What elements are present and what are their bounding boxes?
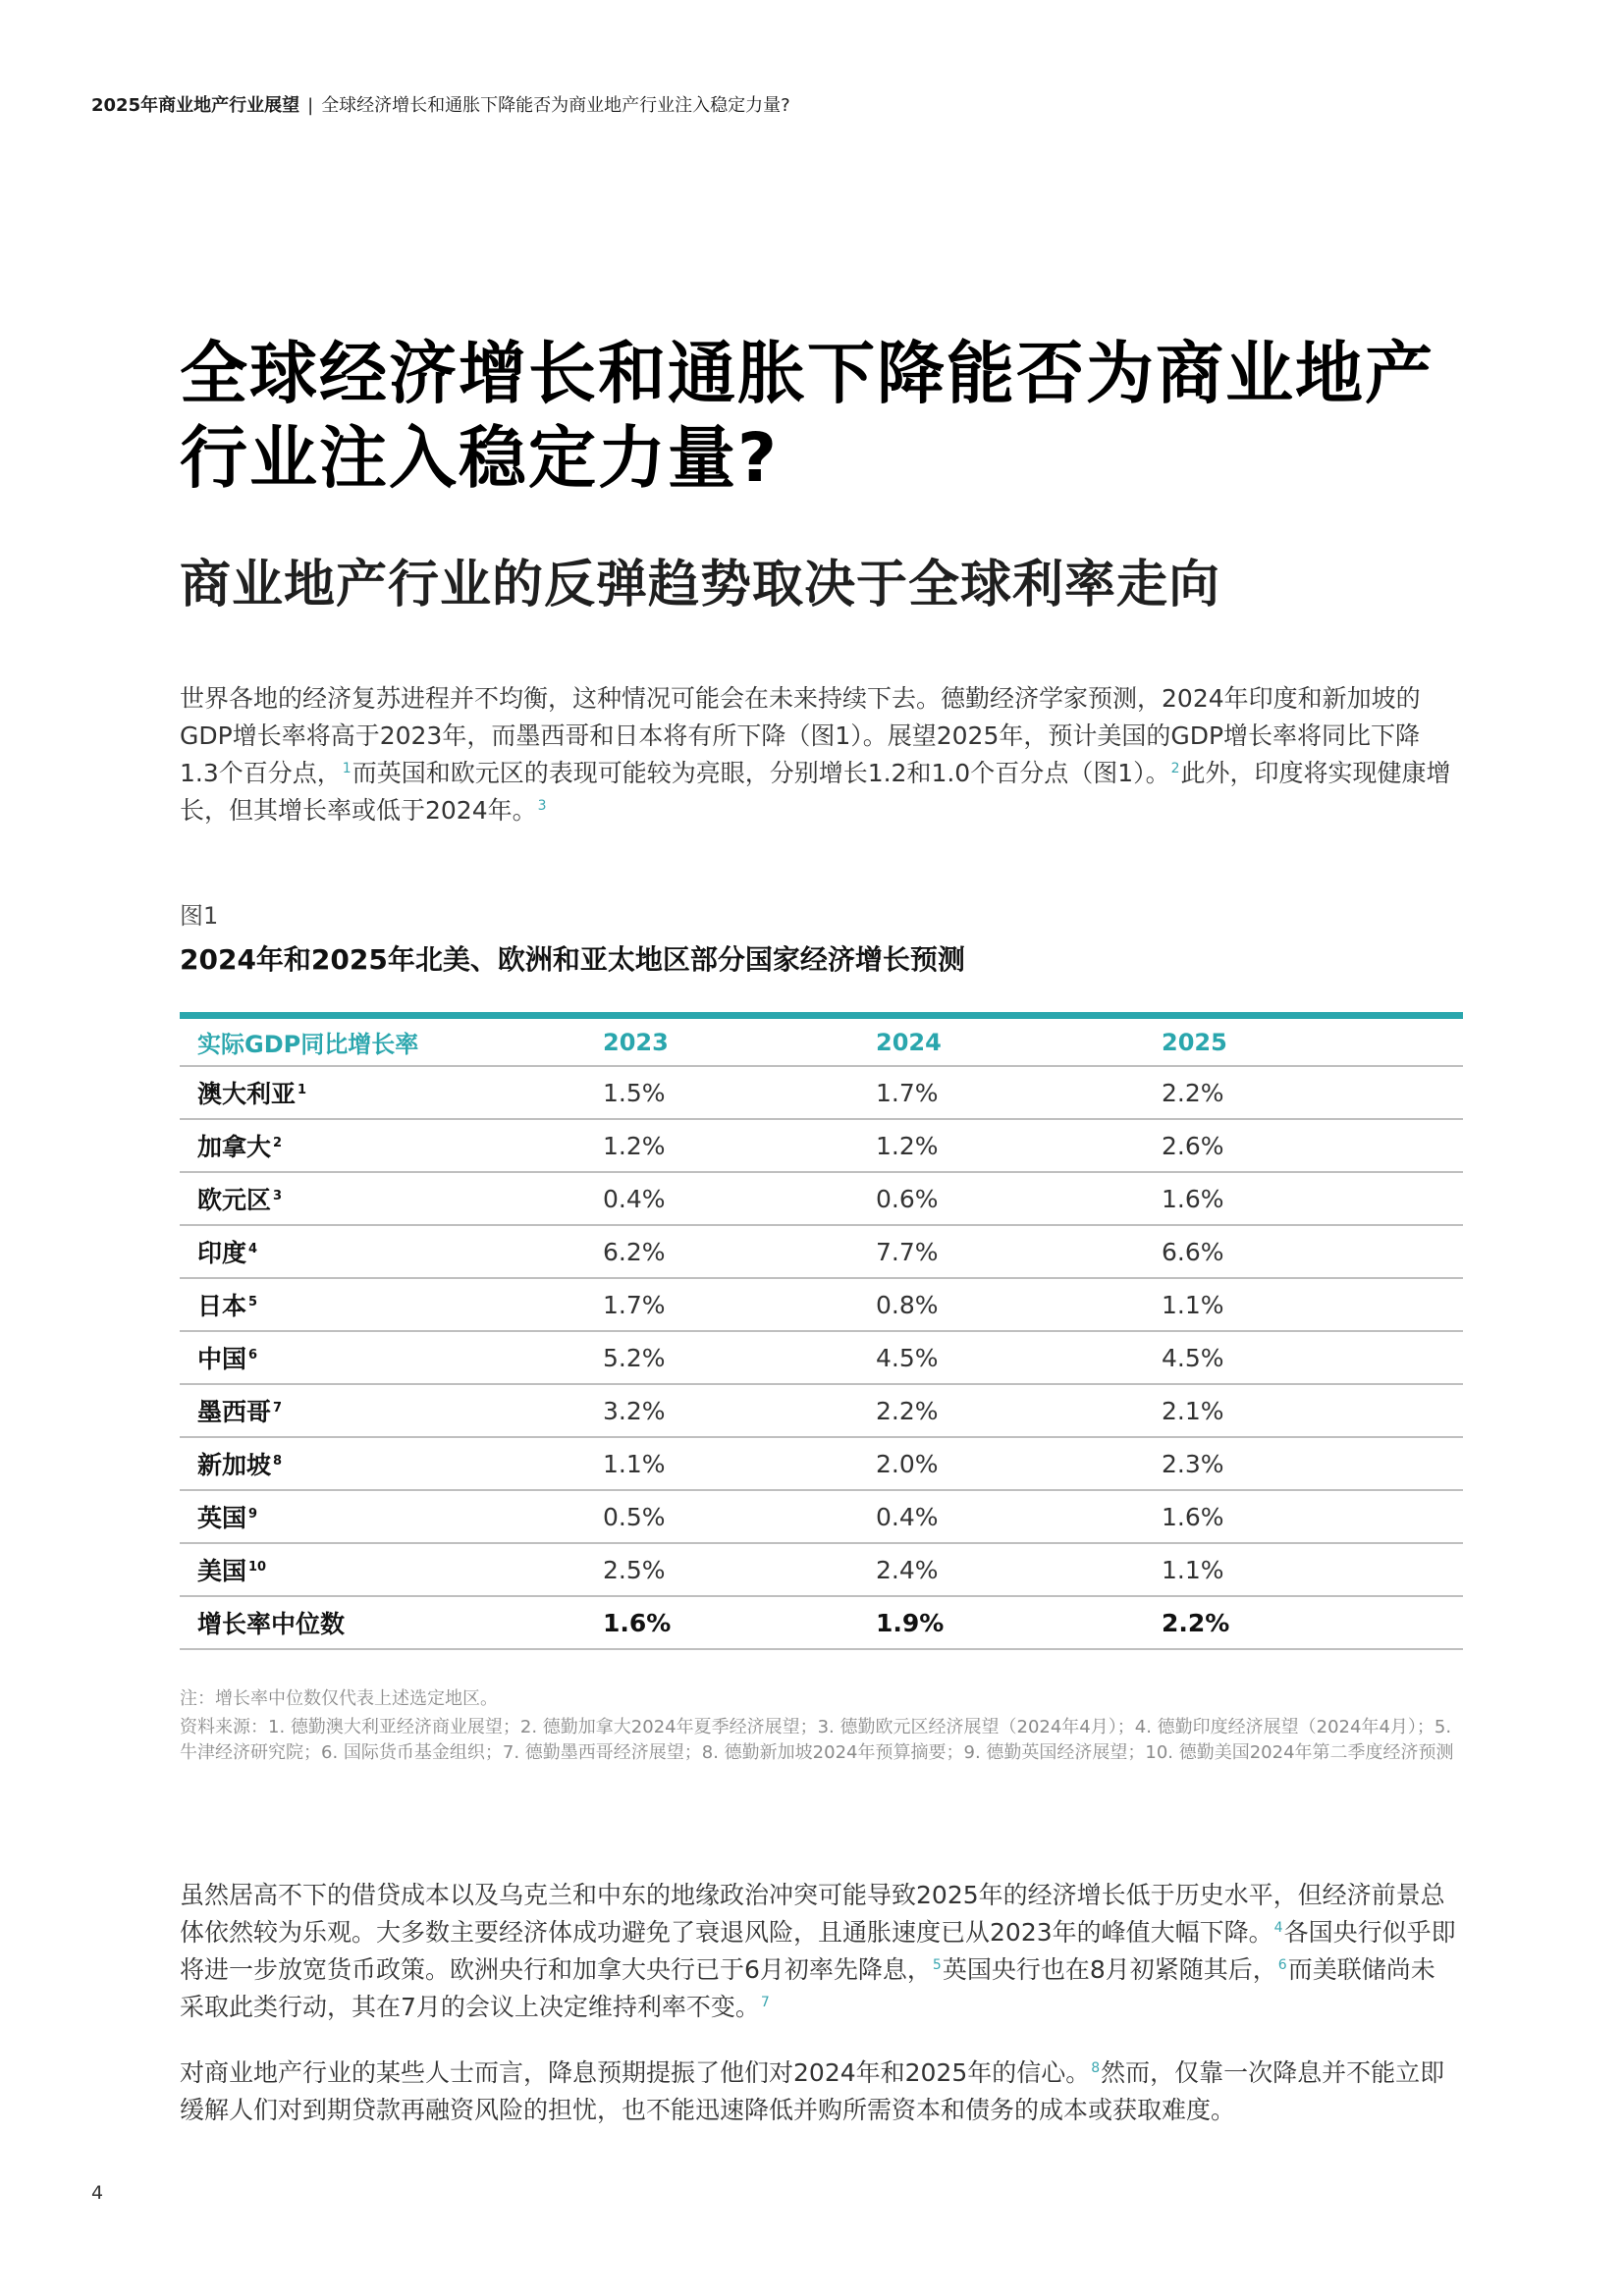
column-header: 2024 — [876, 1016, 1162, 1067]
table-body — [180, 1066, 1463, 1649]
median-value-cell: 2.2% — [1162, 1596, 1463, 1649]
footnote-ref-1[interactable]: 1 — [342, 760, 352, 776]
growth-value-cell: 2.1% — [1162, 1384, 1463, 1437]
page-subtitle: 商业地产行业的反弹趋势取决于全球利率走向 — [180, 556, 1221, 614]
country-name: 日本 — [197, 1292, 247, 1320]
column-header: 实际GDP同比增长率 — [180, 1016, 603, 1067]
growth-value-cell: 0.5% — [603, 1490, 876, 1543]
growth-value-cell: 3.2% — [603, 1384, 876, 1437]
growth-value-cell: 4.5% — [1162, 1331, 1463, 1384]
country-footnote-ref[interactable]: 4 — [248, 1241, 258, 1256]
country-footnote-ref[interactable]: 5 — [248, 1294, 258, 1309]
country-cell — [180, 1119, 603, 1172]
growth-value-cell: 0.8% — [876, 1278, 1162, 1331]
growth-value-cell: 1.5% — [603, 1066, 876, 1119]
page-number: 4 — [91, 2182, 104, 2204]
table-row — [180, 1331, 1463, 1384]
country-name: 新加坡 — [197, 1451, 272, 1479]
country-name: 欧元区 — [197, 1186, 272, 1214]
growth-value-cell: 1.6% — [1162, 1172, 1463, 1225]
growth-value-cell: 1.1% — [1162, 1543, 1463, 1596]
table-row — [180, 1119, 1463, 1172]
growth-value-cell: 2.2% — [1162, 1066, 1463, 1119]
intro-paragraph — [180, 680, 1456, 829]
country-footnote-ref[interactable]: 9 — [248, 1506, 258, 1522]
growth-value-cell: 2.2% — [876, 1384, 1162, 1437]
country-name: 印度 — [197, 1239, 247, 1267]
footnote-ref-2[interactable]: 2 — [1170, 760, 1180, 776]
country-name: 墨西哥 — [197, 1398, 272, 1426]
figure-title: 2024年和2025年北美、欧洲和亚太地区部分国家经济增长预测 — [180, 943, 965, 976]
median-value-cell: 1.9% — [876, 1596, 1162, 1649]
growth-value-cell: 2.0% — [876, 1437, 1162, 1490]
page-title: 全球经济增长和通胀下降能否为商业地产行业注入稳定力量? — [180, 335, 1435, 498]
country-footnote-ref[interactable]: 10 — [248, 1559, 267, 1575]
growth-value-cell: 1.1% — [603, 1437, 876, 1490]
table-note: 注：增长率中位数仅代表上述选定地区。 — [180, 1688, 498, 1709]
country-cell — [180, 1172, 603, 1225]
country-cell — [180, 1490, 603, 1543]
header-separator: | — [307, 95, 314, 116]
growth-value-cell: 2.5% — [603, 1543, 876, 1596]
country-name: 澳大利亚 — [197, 1080, 297, 1108]
section-title: 全球经济增长和通胀下降能否为商业地产行业注入稳定力量? — [321, 95, 790, 116]
column-header: 2023 — [603, 1016, 876, 1067]
para2-text-1: 虽然居高不下的借贷成本以及乌克兰和中东的地缘政治冲突可能导致2025年的经济增长低于历史水平，但经济前景总体依然较为乐观。大多数主要经济体成功避免了衰退风险，且通胀速度已从2023年的峰值大幅下降。 — [180, 1881, 1445, 1947]
table-row — [180, 1543, 1463, 1596]
growth-value-cell: 1.6% — [1162, 1490, 1463, 1543]
table-row — [180, 1225, 1463, 1278]
country-cell — [180, 1384, 603, 1437]
para1-text-3: 此外，印度将实现健康增长，但其增长率或低于2024年。 — [180, 759, 1451, 825]
median-value-cell: 1.6% — [603, 1596, 876, 1649]
para3-text-2: 然而，仅靠一次降息并不能立即缓解人们对到期贷款再融资风险的担忧，也不能迅速降低并购所需资本和债务的成本或获取难度。 — [180, 2058, 1445, 2124]
growth-value-cell: 0.6% — [876, 1172, 1162, 1225]
para2-text-3: 英国央行也在8月初紧随其后， — [942, 1955, 1277, 1984]
body-paragraph-3 — [180, 2055, 1456, 2129]
country-cell — [180, 1437, 603, 1490]
table-row — [180, 1384, 1463, 1437]
country-cell — [180, 1278, 603, 1331]
para1-text-1: 世界各地的经济复苏进程并不均衡，这种情况可能会在未来持续下去。德勤经济学家预测，2024年印度和新加坡的GDP增长率将高于2023年，而墨西哥和日本将有所下降（图1）。展望2025年，预计美国的GDP增长率将同比下降1.3个百分点， — [180, 684, 1421, 787]
country-name: 美国 — [197, 1557, 247, 1585]
growth-value-cell: 7.7% — [876, 1225, 1162, 1278]
table-row — [180, 1278, 1463, 1331]
median-row — [180, 1596, 1463, 1649]
country-name: 英国 — [197, 1504, 247, 1532]
growth-value-cell: 6.2% — [603, 1225, 876, 1278]
country-footnote-ref[interactable]: 3 — [273, 1188, 283, 1203]
country-cell — [180, 1331, 603, 1384]
growth-value-cell: 1.7% — [876, 1066, 1162, 1119]
growth-value-cell: 4.5% — [876, 1331, 1162, 1384]
country-cell — [180, 1066, 603, 1119]
footnote-ref-3[interactable]: 3 — [537, 797, 547, 814]
country-cell — [180, 1225, 603, 1278]
footnote-ref-8[interactable]: 8 — [1091, 2059, 1101, 2076]
footnote-ref-6[interactable]: 6 — [1277, 1956, 1287, 1973]
country-footnote-ref[interactable]: 7 — [273, 1400, 283, 1415]
country-name: 加拿大 — [197, 1133, 272, 1161]
table-row — [180, 1490, 1463, 1543]
para1-text-2: 而英国和欧元区的表现可能较为亮眼，分别增长1.2和1.0个百分点（图1）。 — [352, 759, 1170, 787]
para2-text-4: 而美联储尚未采取此类行动，其在7月的会议上决定维持利率不变。 — [180, 1955, 1435, 2021]
body-paragraph-2 — [180, 1877, 1456, 2026]
footnote-ref-5[interactable]: 5 — [932, 1956, 942, 1973]
country-footnote-ref[interactable]: 8 — [273, 1453, 283, 1468]
country-footnote-ref[interactable]: 2 — [273, 1135, 283, 1150]
country-cell — [180, 1543, 603, 1596]
median-label: 增长率中位数 — [180, 1596, 603, 1649]
growth-value-cell: 2.6% — [1162, 1119, 1463, 1172]
gdp-growth-table — [180, 1012, 1463, 1650]
table-header-row — [180, 1016, 1463, 1067]
growth-value-cell: 1.7% — [603, 1278, 876, 1331]
growth-value-cell: 0.4% — [603, 1172, 876, 1225]
table-row — [180, 1066, 1463, 1119]
growth-value-cell: 1.2% — [603, 1119, 876, 1172]
growth-value-cell: 1.1% — [1162, 1278, 1463, 1331]
para2-text-2: 各国央行似乎即将进一步放宽货币政策。欧洲央行和加拿大央行已于6月初率先降息， — [180, 1918, 1456, 1984]
table-row — [180, 1437, 1463, 1490]
footnote-ref-7[interactable]: 7 — [760, 1994, 770, 2010]
country-name: 中国 — [197, 1345, 247, 1373]
report-title: 2025年商业地产行业展望 — [91, 95, 300, 116]
growth-value-cell: 6.6% — [1162, 1225, 1463, 1278]
growth-value-cell: 2.3% — [1162, 1437, 1463, 1490]
growth-value-cell: 5.2% — [603, 1331, 876, 1384]
footnote-ref-4[interactable]: 4 — [1273, 1919, 1283, 1936]
country-footnote-ref[interactable]: 6 — [248, 1347, 258, 1362]
growth-value-cell: 1.2% — [876, 1119, 1162, 1172]
growth-value-cell: 2.4% — [876, 1543, 1162, 1596]
running-header — [91, 91, 790, 117]
country-footnote-ref[interactable]: 1 — [298, 1082, 307, 1097]
growth-value-cell: 0.4% — [876, 1490, 1162, 1543]
table-sources: 资料来源：1. 德勤澳大利亚经济商业展望；2. 德勤加拿大2024年夏季经济展望；3. 德勤欧元区经济展望（2024年4月）；4. 德勤印度经济展望（2024年4月）；5. 牛津经济研究院；6. 国际货币基金组织；7. 德勤墨西哥经济展望；8. 德勤新加坡2024年预算摘要；9. 德勤英国经济展望；10. 德勤美国2024年第二季度经济预测 — [180, 1717, 1454, 1763]
column-header: 2025 — [1162, 1016, 1463, 1067]
para3-text-1: 对商业地产行业的某些人士而言，降息预期提振了他们对2024年和2025年的信心。 — [180, 2058, 1091, 2087]
figure-label: 图1 — [180, 902, 219, 930]
table-row — [180, 1172, 1463, 1225]
